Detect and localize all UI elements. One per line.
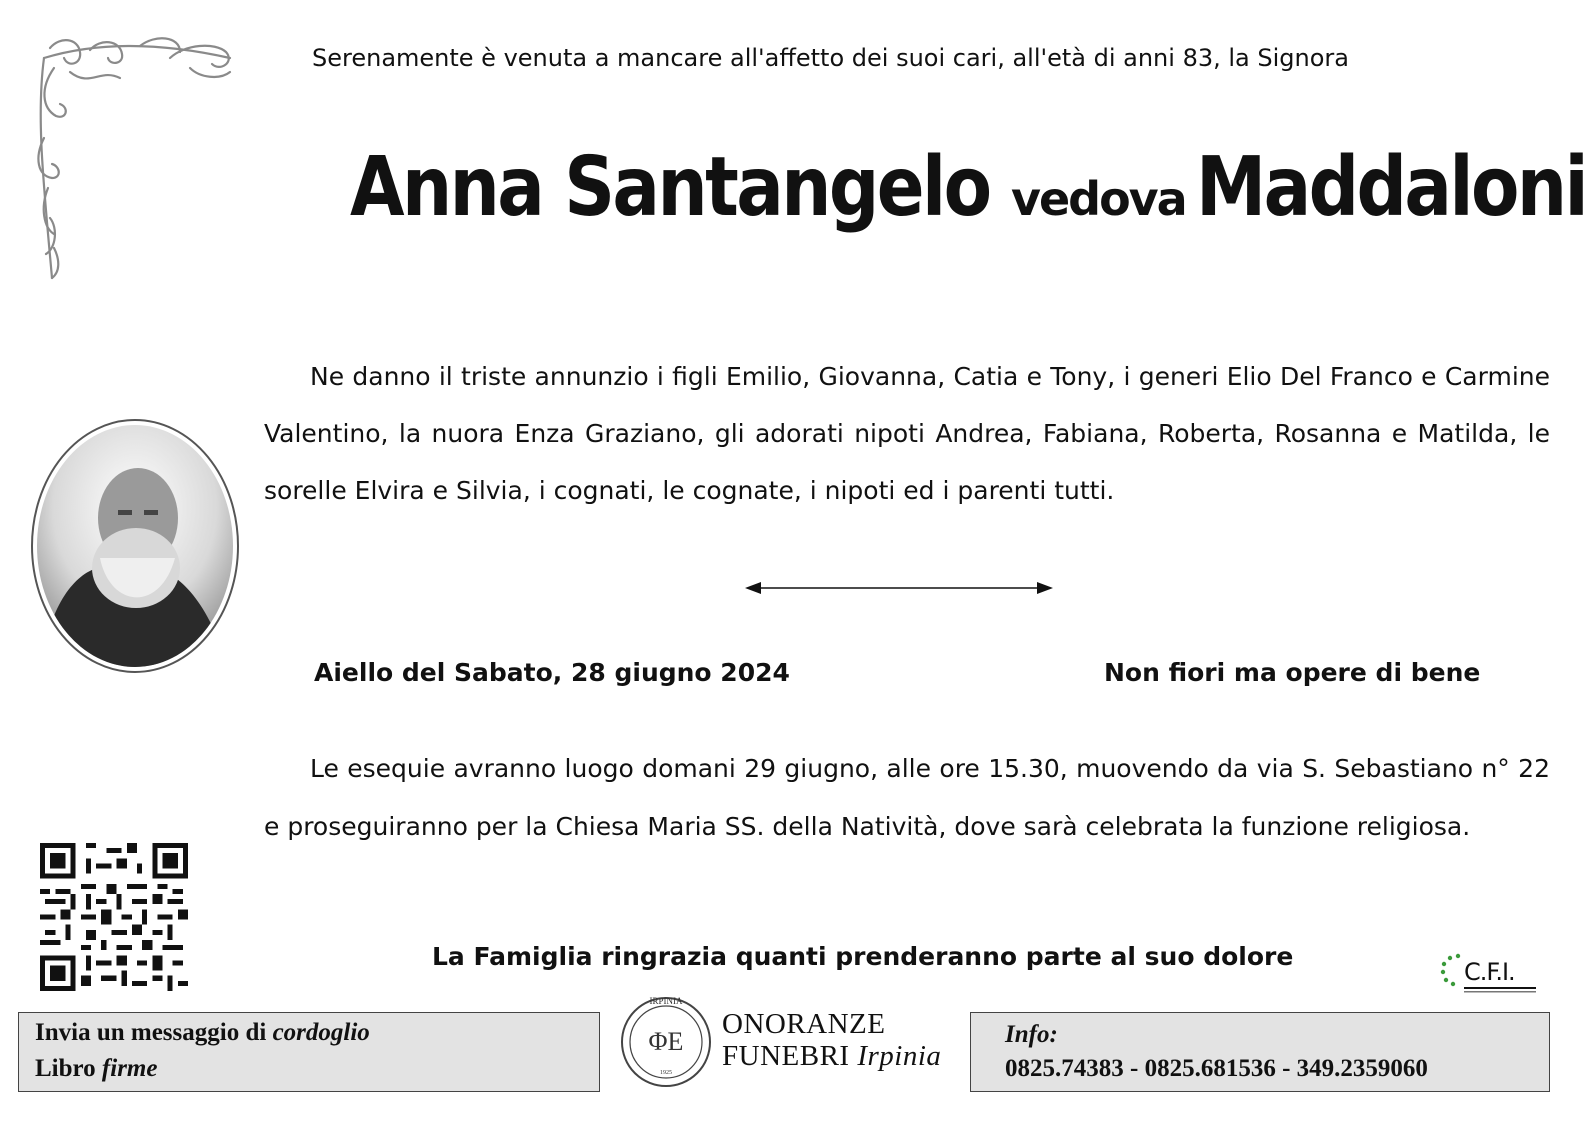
place-date: Aiello del Sabato, 28 giugno 2024 — [314, 658, 790, 687]
intro-text: Serenamente è venuta a mancare all'affetto dei suoi cari, all'età di anni 83, la Signora — [312, 44, 1349, 72]
no-flowers-note: Non fiori ma opere di bene — [1104, 658, 1481, 687]
qr-code-icon[interactable] — [40, 843, 188, 991]
phone-numbers[interactable]: 0825.74383 - 0825.681536 - 349.2359060 — [1005, 1055, 1428, 1082]
funeral-home-logo — [616, 990, 716, 1090]
info-label: Info: — [1005, 1021, 1058, 1048]
logo-ring-text: IRPINIA — [649, 996, 683, 1006]
cfi-logo — [1440, 950, 1540, 996]
condolence-box[interactable] — [18, 1012, 600, 1092]
deceased-name-last: Maddaloni — [1195, 140, 1586, 235]
signature-book-italic: firme — [101, 1055, 158, 1082]
deceased-name-connector: vedova — [1010, 172, 1186, 226]
signature-book-link[interactable] — [35, 1055, 157, 1083]
funeral-home-name-prefix: FUNEBRI — [722, 1040, 850, 1072]
funeral-home-name-line2 — [722, 1040, 941, 1073]
send-condolence-italic: cordoglio — [272, 1019, 370, 1046]
deceased-name — [350, 140, 1586, 290]
cfi-logo-text: C.F.I. — [1464, 958, 1515, 986]
send-condolence-link[interactable] — [35, 1019, 370, 1047]
funeral-home-name-line1: ONORANZE — [722, 1008, 886, 1040]
announcement-text: Ne danno il triste annunzio i figli Emilio, Giovanna, Catia e Tony, i generi Elio Del Franco e Carmine Valentino, la nuora Enza Graziano, gli adorati nipoti Andrea, Fabiana, Roberta, Rosanna e Matilda, le sorelle Elvira e Silvia, i cognati, le cognate, i nipoti ed i parenti tutti. — [264, 362, 1550, 505]
logo-year: 1925 — [660, 1070, 672, 1076]
funeral-home-name-italic: Irpinia — [857, 1040, 942, 1072]
info-box — [970, 1012, 1550, 1092]
funeral-details: Le esequie avranno luogo domani 29 giugno, alle ore 15.30, muovendo da via S. Sebastiano n° 22 e proseguiranno per la Chiesa Maria SS. della Natività, dove sarà celebrata la funzione religiosa. — [264, 754, 1550, 841]
send-condolence-label: Invia un messaggio di — [35, 1019, 267, 1046]
double-arrow-icon — [745, 578, 1053, 598]
corner-flourish-icon — [30, 28, 240, 280]
svg-text:ΦΕ: ΦΕ — [648, 1027, 684, 1056]
portrait-photo — [30, 418, 240, 674]
signature-book-label: Libro — [35, 1055, 96, 1082]
thanks-text: La Famiglia ringrazia quanti prenderanno parte al suo dolore — [432, 942, 1294, 971]
deceased-name-first: Anna Santangelo — [350, 140, 990, 235]
